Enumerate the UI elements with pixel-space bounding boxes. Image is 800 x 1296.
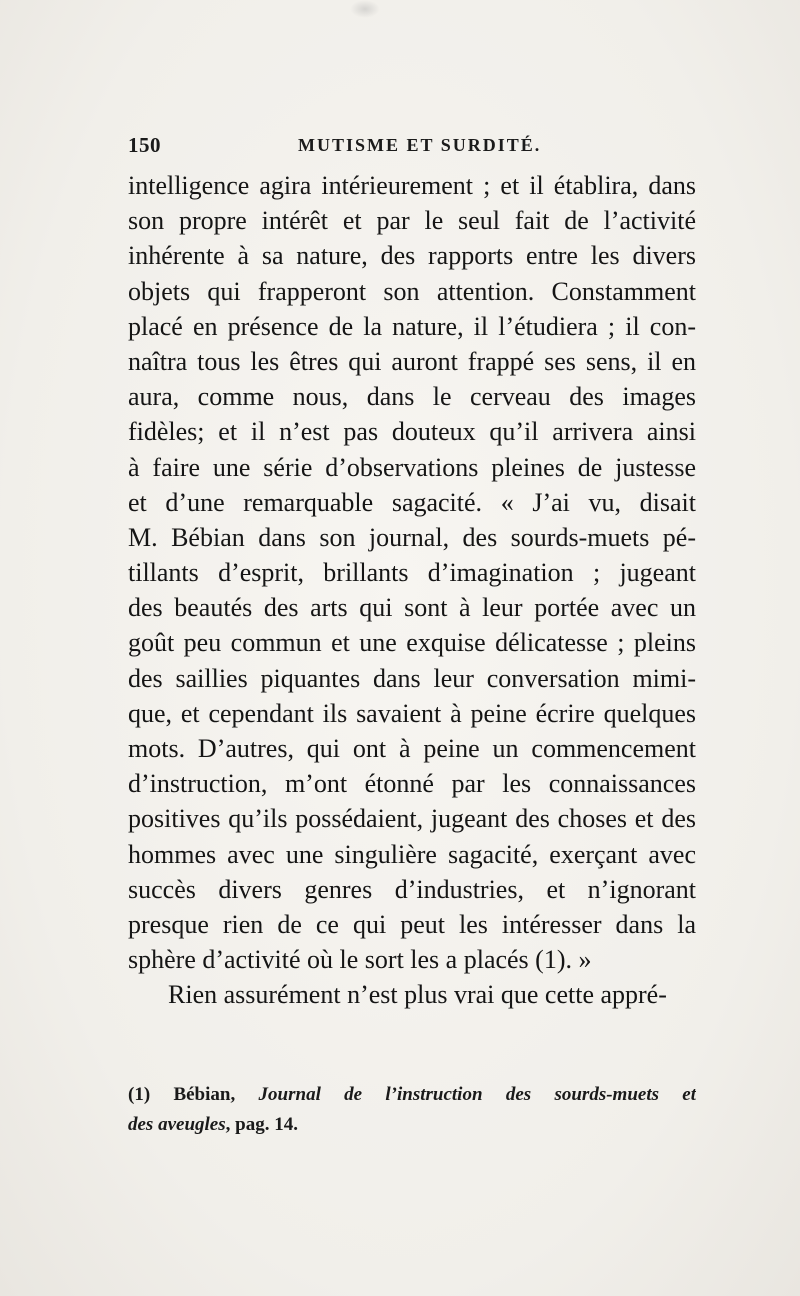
text-line: à faire une série d’observations pleines de justesse: [128, 452, 696, 482]
body-text: [128, 168, 696, 1013]
text-line: que, et cependant ils savaient à peine écrire quelques: [128, 698, 696, 728]
text-line: aura, comme nous, dans le cerveau des images: [128, 382, 696, 412]
text-line: placé en présence de la nature, il l’étudiera ; il con-: [128, 311, 696, 341]
text-line: des saillies piquantes dans leur conversation mimi-: [128, 663, 696, 693]
text-line: et d’une remarquable sagacité. « J’ai vu, disait: [128, 487, 696, 517]
text-line: positives qu’ils possédaient, jugeant des choses et des: [128, 804, 696, 834]
text-line: M. Bébian dans son journal, des sourds-muets pé-: [128, 522, 696, 552]
text-line: goût peu commun et une exquise délicatesse ; pleins: [128, 628, 696, 658]
text-line: d’instruction, m’ont étonné par les connaissances: [128, 769, 696, 799]
text-line: sphère d’activité où le sort les a placés (1). »: [128, 945, 592, 975]
text-line: inhérente à sa nature, des rapports entre les divers: [128, 241, 696, 271]
footnote-marker: (1) Bébian,: [128, 1084, 236, 1105]
text-line: des beautés des arts qui sont à leur portée avec un: [128, 593, 696, 623]
text-line: tillants d’esprit, brillants d’imagination ; jugeant: [128, 558, 696, 588]
text-line: succès divers genres d’industries, et n’ignorant: [128, 874, 696, 904]
footnote-page-ref: , pag. 14.: [225, 1114, 298, 1135]
text-line: son propre intérêt et par le seul fait de l’activité: [128, 206, 696, 236]
page-number: 150: [128, 133, 161, 157]
page-smudge: [350, 0, 380, 18]
running-title: MUTISME ET SURDITÉ.: [298, 135, 542, 155]
text-line: hommes avec une singulière sagacité, exerçant avec: [128, 839, 696, 869]
page-header: [128, 133, 696, 161]
text-line: intelligence agira intérieurement ; et il établira, dans: [128, 171, 696, 200]
text-line: fidèles; et il n’est pas douteux qu’il arrivera ainsi: [128, 417, 696, 447]
footnote: [128, 1080, 696, 1140]
text-line: presque rien de ce qui peut les intéresser dans la: [128, 909, 696, 939]
paragraph-start-line: Rien assurément n’est plus vrai que cette appré-: [168, 980, 667, 1010]
footnote-title-part1: Journal de l’instruction des sourds-muets et: [258, 1084, 696, 1105]
text-line: mots. D’autres, qui ont à peine un commencement: [128, 734, 696, 763]
footnote-title-part2: des aveugles: [128, 1114, 226, 1135]
footnote-line-2: [128, 1110, 696, 1140]
footnote-line-1: [128, 1080, 696, 1110]
text-line: naîtra tous les êtres qui auront frappé ses sens, il en: [128, 346, 696, 376]
text-line: objets qui frapperont son attention. Constamment: [128, 276, 696, 306]
